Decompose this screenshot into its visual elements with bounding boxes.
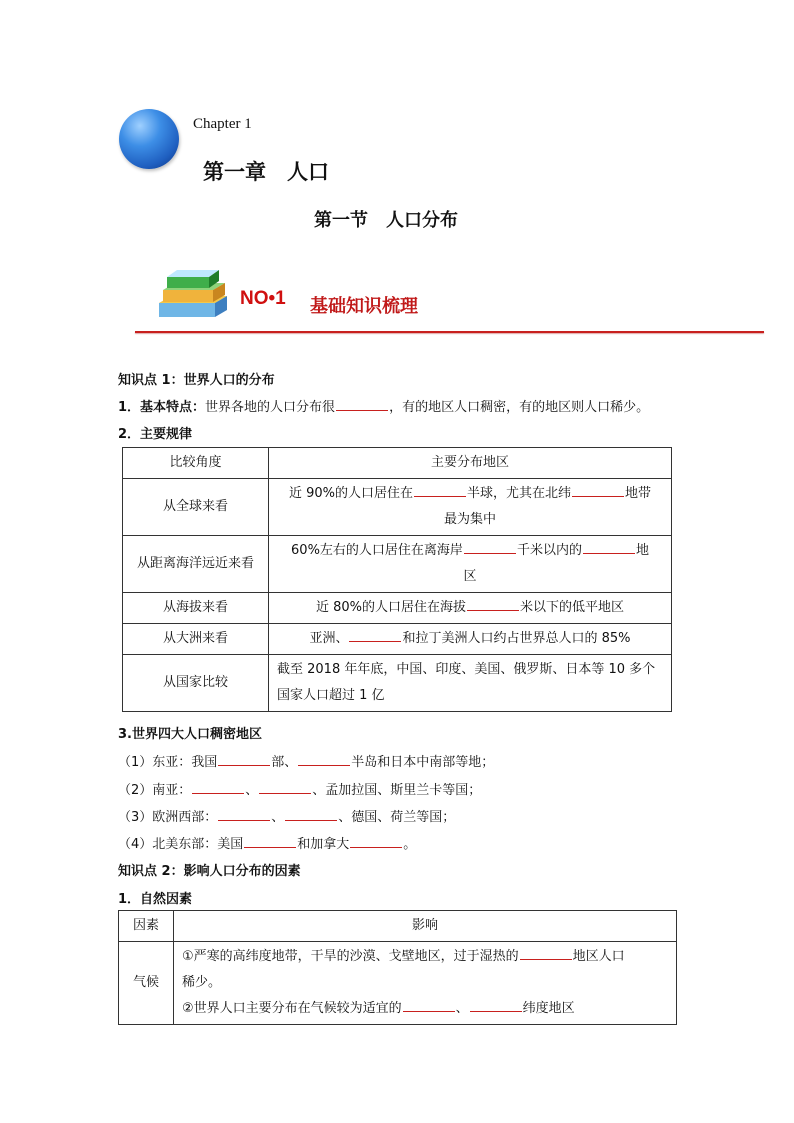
- fill-blank[interactable]: [403, 1010, 455, 1012]
- table-cell: 从大洲来看: [123, 624, 269, 655]
- dense-line-2: [118, 779, 481, 798]
- cell-text: 米以下的低平地区: [520, 600, 625, 615]
- table-header: 比较角度: [123, 448, 269, 479]
- dense-line-4: [118, 833, 416, 852]
- line-text: （3）欧洲西部：: [118, 810, 218, 825]
- table-row: [119, 911, 677, 942]
- fill-blank[interactable]: [218, 764, 270, 766]
- red-divider: [135, 331, 764, 333]
- line-text: （4）北美东部：美国: [118, 837, 244, 852]
- cell-text: 区: [463, 569, 477, 584]
- line-text: 半岛和日本中南部等地；: [351, 755, 495, 770]
- kp1-item2-label: 2．主要规律: [118, 427, 193, 442]
- table-header: 影响: [174, 911, 677, 942]
- fill-blank[interactable]: [583, 552, 635, 554]
- fill-blank[interactable]: [285, 819, 337, 821]
- fill-blank[interactable]: [244, 846, 296, 848]
- line-text: 部、: [271, 755, 298, 770]
- cell-text: 半球，尤其在北纬: [467, 486, 572, 501]
- table-cell: 气候: [119, 942, 174, 1025]
- table-cell: [269, 655, 672, 712]
- cell-text: 国家人口超过 1 亿: [277, 688, 385, 703]
- kp2-item1-label: 1．自然因素: [118, 892, 193, 907]
- line-text: 。: [403, 837, 417, 852]
- fill-blank[interactable]: [259, 792, 311, 794]
- fill-blank[interactable]: [464, 552, 516, 554]
- fill-blank[interactable]: [467, 609, 519, 611]
- table-cell: 从海拔来看: [123, 593, 269, 624]
- fill-blank[interactable]: [414, 495, 466, 497]
- chapter-title: 第一章 人口: [203, 160, 329, 184]
- line-text: 、: [245, 783, 259, 798]
- table-cell: [269, 536, 672, 593]
- factors-table: [118, 910, 677, 1025]
- fill-blank[interactable]: [572, 495, 624, 497]
- table-row: [123, 593, 672, 624]
- cell-text: ①严寒的高纬度地带，干旱的沙漠、戈壁地区，过于湿热的: [182, 949, 519, 964]
- line-text: 、: [271, 810, 285, 825]
- table-cell: [269, 593, 672, 624]
- table-header: 主要分布地区: [269, 448, 672, 479]
- table-row: [123, 655, 672, 712]
- dense-line-1: [118, 751, 494, 770]
- cell-text: 最为集中: [443, 512, 496, 527]
- kp2-title: 知识点 2：影响人口分布的因素: [118, 864, 301, 879]
- table-row: [123, 448, 672, 479]
- cell-text: 地: [635, 543, 649, 558]
- line-text: 、孟加拉国、斯里兰卡等国；: [312, 783, 482, 798]
- fill-blank[interactable]: [350, 846, 402, 848]
- dense-line-3: [118, 806, 455, 825]
- chapter-label-en: Chapter 1: [193, 116, 252, 132]
- kp1-item1-text-a: 世界各地的人口分布很: [205, 400, 336, 415]
- kp1-item1-text-b: ，有的地区人口稠密，有的地区则人口稀少。: [389, 400, 650, 415]
- cell-text: 近 80%的人口居住在海拔: [315, 600, 466, 615]
- cell-text: 纬度地区: [522, 1001, 575, 1016]
- fill-blank[interactable]: [218, 819, 270, 821]
- fill-blank[interactable]: [336, 409, 388, 411]
- table-cell: 从距离海洋远近来看: [123, 536, 269, 593]
- cell-text: 亚洲、: [309, 631, 349, 646]
- cell-text: 和拉丁美洲人口约占世界总人口的 85%: [402, 631, 631, 646]
- dense-title: 3.世界四大人口稠密地区: [118, 727, 262, 742]
- fill-blank[interactable]: [192, 792, 244, 794]
- cell-text: 60%左右的人口居住在离海岸: [291, 543, 463, 558]
- kp1-item1-label: 1．基本特点：: [118, 400, 206, 415]
- table-row: [123, 624, 672, 655]
- cell-text: 稀少。: [182, 975, 222, 990]
- line-text: （1）东亚：我国: [118, 755, 218, 770]
- line-text: （2）南亚：: [118, 783, 192, 798]
- fill-blank[interactable]: [298, 764, 350, 766]
- kp1-title: 知识点 1：世界人口的分布: [118, 373, 275, 388]
- table-cell: [269, 479, 672, 536]
- table-row: [123, 536, 672, 593]
- distribution-table: [122, 447, 672, 712]
- cell-text: 截至 2018 年年底，中国、印度、美国、俄罗斯、日本等 10 多个: [277, 662, 656, 677]
- section-title: 第一节 人口分布: [314, 210, 458, 231]
- section-badge-title: 基础知识梳理: [310, 296, 418, 317]
- cell-text: 、: [455, 1001, 469, 1016]
- globe-icon: [119, 109, 179, 169]
- table-cell: 从全球来看: [123, 479, 269, 536]
- cell-text: 地区人口: [572, 949, 625, 964]
- cell-text: 近 90%的人口居住在: [288, 486, 413, 501]
- table-row: [119, 942, 677, 1025]
- fill-blank[interactable]: [349, 640, 401, 642]
- books-icon: [153, 263, 233, 323]
- fill-blank[interactable]: [520, 958, 572, 960]
- kp1-item1: [118, 396, 649, 415]
- table-cell: 从国家比较: [123, 655, 269, 712]
- table-header: 因素: [119, 911, 174, 942]
- table-row: [123, 479, 672, 536]
- table-cell: [174, 942, 677, 1025]
- fill-blank[interactable]: [470, 1010, 522, 1012]
- line-text: 和加拿大: [297, 837, 350, 852]
- table-cell: [269, 624, 672, 655]
- cell-text: 地带: [625, 486, 652, 501]
- cell-text: ②世界人口主要分布在气候较为适宜的: [182, 1001, 402, 1016]
- cell-text: 千米以内的: [516, 543, 582, 558]
- section-badge-number: NO•1: [240, 288, 286, 309]
- line-text: 、德国、荷兰等国；: [338, 810, 456, 825]
